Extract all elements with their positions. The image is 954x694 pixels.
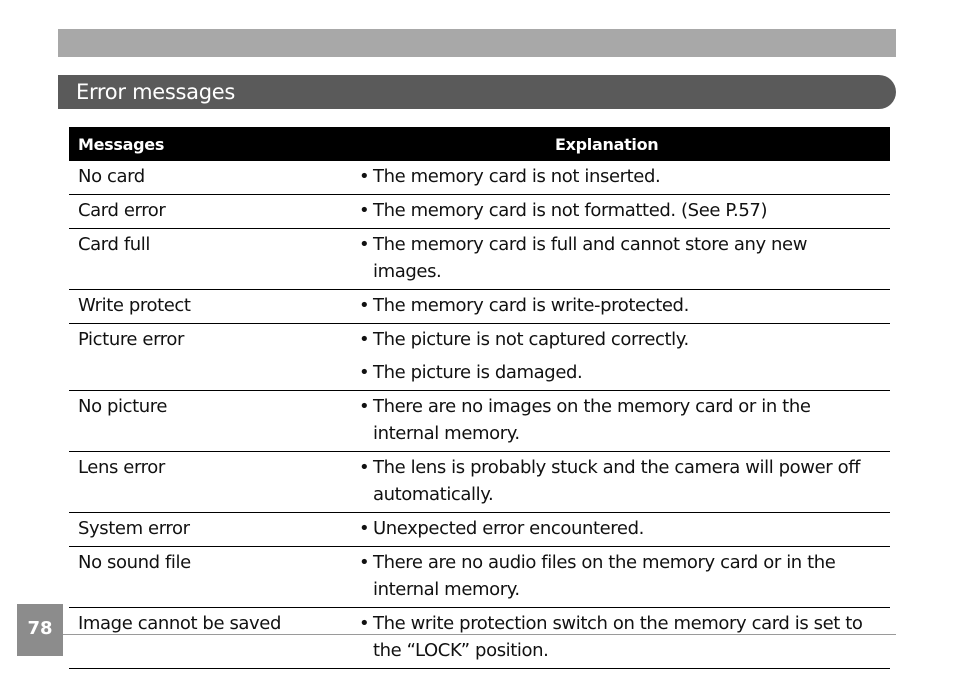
explanation-text: Unexpected error encountered. [373,518,644,539]
message-cell: Card error [69,195,359,229]
explanation-bullet [359,231,880,285]
bullet-icon: • [359,396,370,417]
bullet-icon: • [359,552,370,573]
bullet-icon: • [359,234,370,255]
explanation-text: There are no images on the memory card or in the internal memory. [373,396,811,444]
explanation-bullet [359,359,880,386]
explanation-cell [359,229,890,290]
bullet-icon: • [359,457,370,478]
header-messages: Messages [69,127,359,161]
section-title: Error messages [76,80,235,104]
table-header-row [69,127,890,161]
bullet-icon: • [359,613,370,634]
table-row [69,229,890,290]
explanation-bullet [359,292,880,319]
message-cell: Card full [69,229,359,290]
message-cell: Lens error [69,452,359,513]
explanation-bullet [359,515,880,542]
bullet-icon: • [359,200,370,221]
table-row [69,513,890,547]
table-row [69,290,890,324]
explanation-cell [359,290,890,324]
explanation-bullet [359,610,880,664]
bullet-icon: • [359,329,370,350]
bullet-icon: • [359,518,370,539]
error-messages-table [69,127,890,669]
explanation-bullet [359,393,880,447]
table-body [69,161,890,669]
explanation-text: The memory card is not formatted. (See P.57) [373,200,768,221]
page-number: 78 [17,604,63,656]
header-explanation: Explanation [359,127,890,161]
explanation-cell [359,391,890,452]
bullet-icon: • [359,362,370,383]
bullet-icon: • [359,295,370,316]
table-row [69,608,890,669]
explanation-bullet [359,197,880,224]
top-decorative-bar [58,29,896,57]
explanation-cell [359,608,890,669]
message-cell: No sound file [69,547,359,608]
section-header [58,75,896,109]
explanation-text: The memory card is write-protected. [373,295,689,316]
message-cell: No card [69,161,359,195]
explanation-cell [359,513,890,547]
message-cell: System error [69,513,359,547]
explanation-cell [359,452,890,513]
explanation-text: The picture is not captured correctly. [373,329,689,350]
explanation-bullet [359,549,880,603]
explanation-cell [359,195,890,229]
explanation-text: The picture is damaged. [373,362,583,383]
table-row [69,195,890,229]
table-row [69,324,890,391]
message-cell: Image cannot be saved [69,608,359,669]
explanation-bullet [359,326,880,353]
table-row [69,547,890,608]
table-row [69,391,890,452]
explanation-text: The write protection switch on the memory card is set to the “LOCK” position. [373,613,863,661]
explanation-bullet [359,163,880,190]
explanation-cell [359,547,890,608]
table-row [69,161,890,195]
explanation-cell [359,161,890,195]
table-row [69,452,890,513]
explanation-text: The memory card is full and cannot store any new images. [373,234,808,282]
explanation-text: The lens is probably stuck and the camera will power off automatically. [373,457,861,505]
explanation-bullet [359,454,880,508]
bottom-divider [63,634,896,635]
explanation-text: There are no audio files on the memory card or in the internal memory. [373,552,836,600]
bullet-icon: • [359,166,370,187]
message-cell: Write protect [69,290,359,324]
message-cell: Picture error [69,324,359,391]
explanation-cell [359,324,890,391]
message-cell: No picture [69,391,359,452]
explanation-text: The memory card is not inserted. [373,166,661,187]
